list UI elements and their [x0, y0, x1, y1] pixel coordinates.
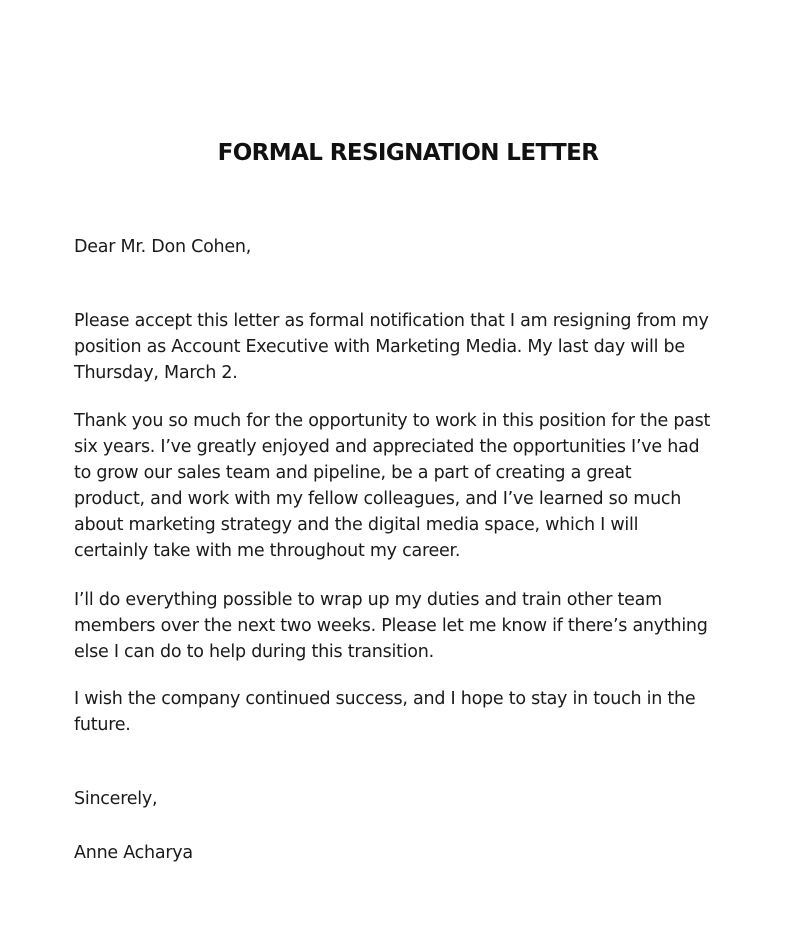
- paragraph-line: certainly take with me throughout my career.: [74, 541, 461, 561]
- paragraph-line: to grow our sales team and pipeline, be a part of creating a great: [74, 463, 632, 483]
- letter-paragraph-1: [74, 308, 709, 386]
- paragraph-line: else I can do to help during this transition.: [74, 642, 434, 662]
- letter-signature-name: Anne Acharya: [74, 843, 193, 863]
- paragraph-line: Thursday, March 2.: [74, 363, 238, 383]
- paragraph-line: about marketing strategy and the digital media space, which I will: [74, 515, 639, 535]
- letter-closing: Sincerely,: [74, 789, 158, 809]
- paragraph-line: Thank you so much for the opportunity to work in this position for the past: [74, 411, 711, 431]
- paragraph-line: Please accept this letter as formal notification that I am resigning from my: [74, 311, 709, 331]
- paragraph-line: future.: [74, 715, 131, 735]
- paragraph-line: I’ll do everything possible to wrap up my duties and train other team: [74, 590, 662, 610]
- letter-salutation: Dear Mr. Don Cohen,: [74, 237, 252, 257]
- paragraph-line: six years. I’ve greatly enjoyed and appreciated the opportunities I’ve had: [74, 437, 700, 457]
- paragraph-line: I wish the company continued success, and I hope to stay in touch in the: [74, 689, 696, 709]
- paragraph-line: position as Account Executive with Marketing Media. My last day will be: [74, 337, 685, 357]
- letter-paragraph-2: [74, 408, 710, 564]
- letter-paragraph-3: [74, 587, 708, 665]
- letter-paragraph-4: [74, 686, 695, 738]
- letter-title: FORMAL RESIGNATION LETTER: [217, 140, 599, 166]
- paragraph-line: members over the next two weeks. Please let me know if there’s anything: [74, 616, 708, 636]
- paragraph-line: product, and work with my fellow colleagues, and I’ve learned so much: [74, 489, 682, 509]
